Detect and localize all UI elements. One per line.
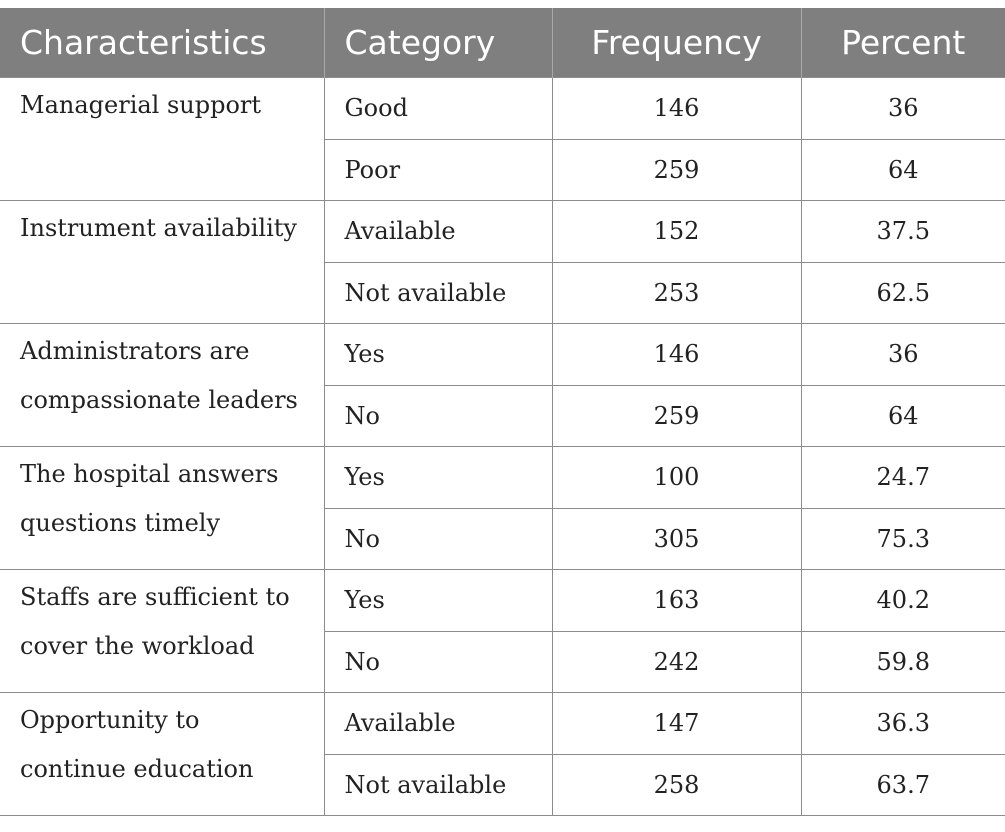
frequency-cell: 100 [552, 447, 801, 509]
frequency-cell: 259 [552, 385, 801, 447]
header-percent: Percent [801, 8, 1005, 78]
frequency-cell: 163 [552, 570, 801, 632]
frequency-cell: 146 [552, 324, 801, 386]
category-cell: Available [324, 201, 552, 263]
table-row [0, 570, 1005, 632]
frequency-cell: 242 [552, 631, 801, 693]
table-row [0, 447, 1005, 509]
category-cell: Yes [324, 570, 552, 632]
category-cell: Not available [324, 754, 552, 816]
characteristic-cell: The hospital answers questions timely [0, 447, 324, 570]
table-header [0, 8, 1005, 78]
frequency-cell: 152 [552, 201, 801, 263]
header-row [0, 8, 1005, 78]
category-cell: Available [324, 693, 552, 755]
category-cell: Good [324, 78, 552, 140]
frequency-cell: 259 [552, 139, 801, 201]
table-row [0, 324, 1005, 386]
characteristics-table [0, 8, 1005, 816]
characteristic-cell: Managerial support [0, 78, 324, 201]
percent-cell: 37.5 [801, 201, 1005, 263]
frequency-cell: 147 [552, 693, 801, 755]
characteristic-cell: Staffs are sufficient to cover the workload [0, 570, 324, 693]
frequency-cell: 253 [552, 262, 801, 324]
percent-cell: 36.3 [801, 693, 1005, 755]
category-cell: Yes [324, 447, 552, 509]
category-cell: Yes [324, 324, 552, 386]
frequency-cell: 146 [552, 78, 801, 140]
percent-cell: 36 [801, 324, 1005, 386]
table-row [0, 78, 1005, 140]
characteristic-cell: Administrators are compassionate leaders [0, 324, 324, 447]
frequency-cell: 258 [552, 754, 801, 816]
table-body [0, 78, 1005, 816]
percent-cell: 64 [801, 385, 1005, 447]
category-cell: Not available [324, 262, 552, 324]
category-cell: Poor [324, 139, 552, 201]
header-category: Category [324, 8, 552, 78]
percent-cell: 59.8 [801, 631, 1005, 693]
characteristic-cell: Instrument availability [0, 201, 324, 324]
category-cell: No [324, 508, 552, 570]
table-row [0, 693, 1005, 755]
characteristic-cell: Opportunity to continue education [0, 693, 324, 816]
percent-cell: 40.2 [801, 570, 1005, 632]
category-cell: No [324, 631, 552, 693]
header-characteristics: Characteristics [0, 8, 324, 78]
percent-cell: 64 [801, 139, 1005, 201]
percent-cell: 24.7 [801, 447, 1005, 509]
category-cell: No [324, 385, 552, 447]
header-frequency: Frequency [552, 8, 801, 78]
table-row [0, 201, 1005, 263]
percent-cell: 36 [801, 78, 1005, 140]
percent-cell: 62.5 [801, 262, 1005, 324]
percent-cell: 63.7 [801, 754, 1005, 816]
data-table-container [0, 8, 1005, 816]
percent-cell: 75.3 [801, 508, 1005, 570]
frequency-cell: 305 [552, 508, 801, 570]
